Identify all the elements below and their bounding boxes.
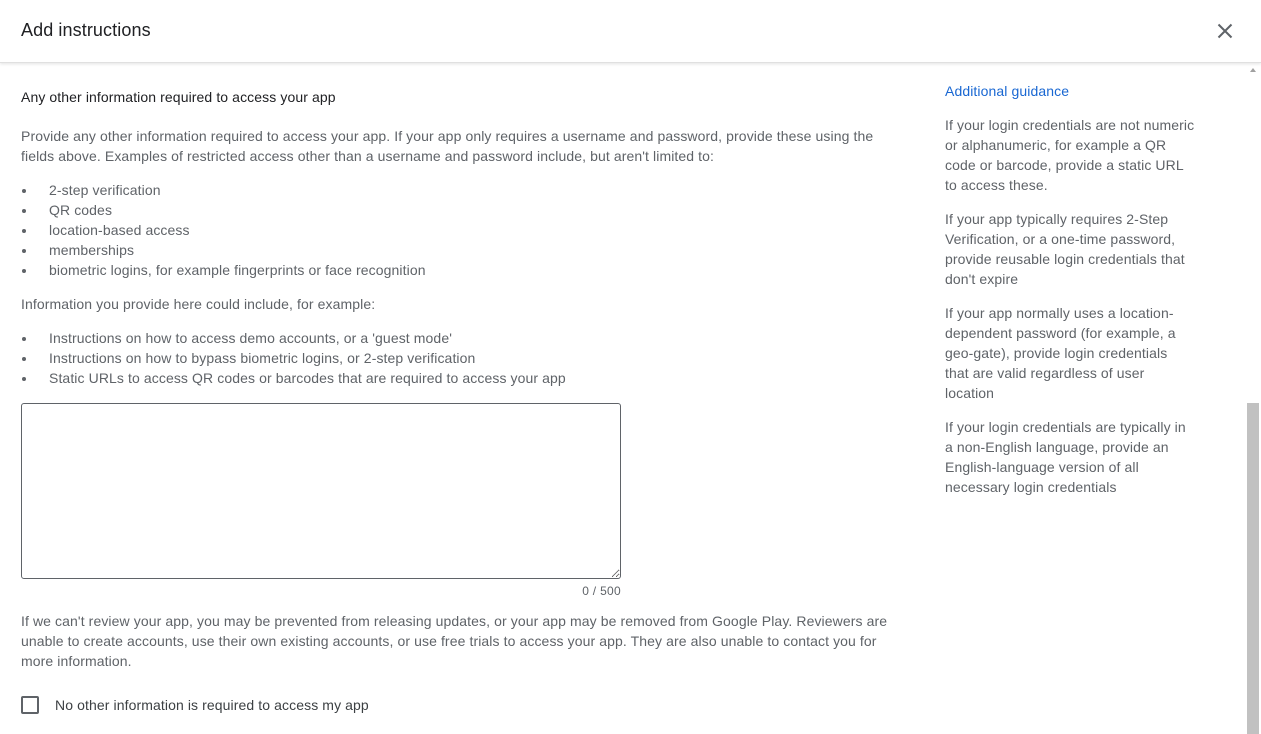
dialog-header [0,0,1261,63]
list-item: location-based access [21,220,426,240]
instructions-textarea[interactable] [21,403,621,579]
section-heading: Any other information required to access your app [21,89,336,105]
list-item: 2-step verification [21,180,426,200]
no-info-required-checkbox[interactable] [21,696,39,714]
guidance-title: Additional guidance [945,83,1070,99]
scrollbar-thumb[interactable] [1247,403,1259,734]
no-info-required-checkbox-row[interactable] [21,696,369,714]
checkbox-label: No other information is required to access my app [55,697,369,713]
list-item: Instructions on how to bypass biometric logins, or 2-step verification [21,348,566,368]
guidance-item: If your app typically requires 2-Step Verification, or a one-time password, provide reusable login credentials that don't expire [945,211,1185,287]
instructions-field-wrapper [21,403,621,579]
list-item: memberships [21,240,426,260]
guidance-item: If your app normally uses a location-dependent password (for example, a geo-gate), provide login credentials that are valid regardless of user location [945,305,1176,401]
close-button[interactable] [1211,17,1239,45]
intro-text: Provide any other information required to access your app. If your app only requires a username and password, provide these using the fields above. Examples of restricted access other than a username and password include, but aren't limited to: [21,128,874,164]
guidance-item: If your login credentials are typically in a non-English language, provide an English-language version of all necessary login credentials [945,419,1186,495]
character-counter: 0 / 500 [582,584,621,598]
info-examples-list [21,328,566,388]
close-icon [1217,23,1233,39]
info-lead-text: Information you provide here could include, for example: [21,296,376,312]
list-item: biometric logins, for example fingerprints or face recognition [21,260,426,280]
list-item: QR codes [21,200,426,220]
vertical-scrollbar[interactable] [1247,64,1261,734]
scroll-up-arrow-icon[interactable] [1250,68,1256,72]
list-item: Instructions on how to access demo accounts, or a 'guest mode' [21,328,566,348]
guidance-item: If your login credentials are not numeric or alphanumeric, for example a QR code or barcode, provide a static URL to access these. [945,117,1195,193]
restricted-access-list [21,180,426,280]
review-warning-text: If we can't review your app, you may be prevented from releasing updates, or your app may be removed from Google Play. Reviewers are unable to create accounts, use their own existing accounts, or use free trials to access your app. They are also unable to contact you for more information. [21,613,888,669]
list-item: Static URLs to access QR codes or barcodes that are required to access your app [21,368,566,388]
dialog-title: Add instructions [21,20,151,40]
